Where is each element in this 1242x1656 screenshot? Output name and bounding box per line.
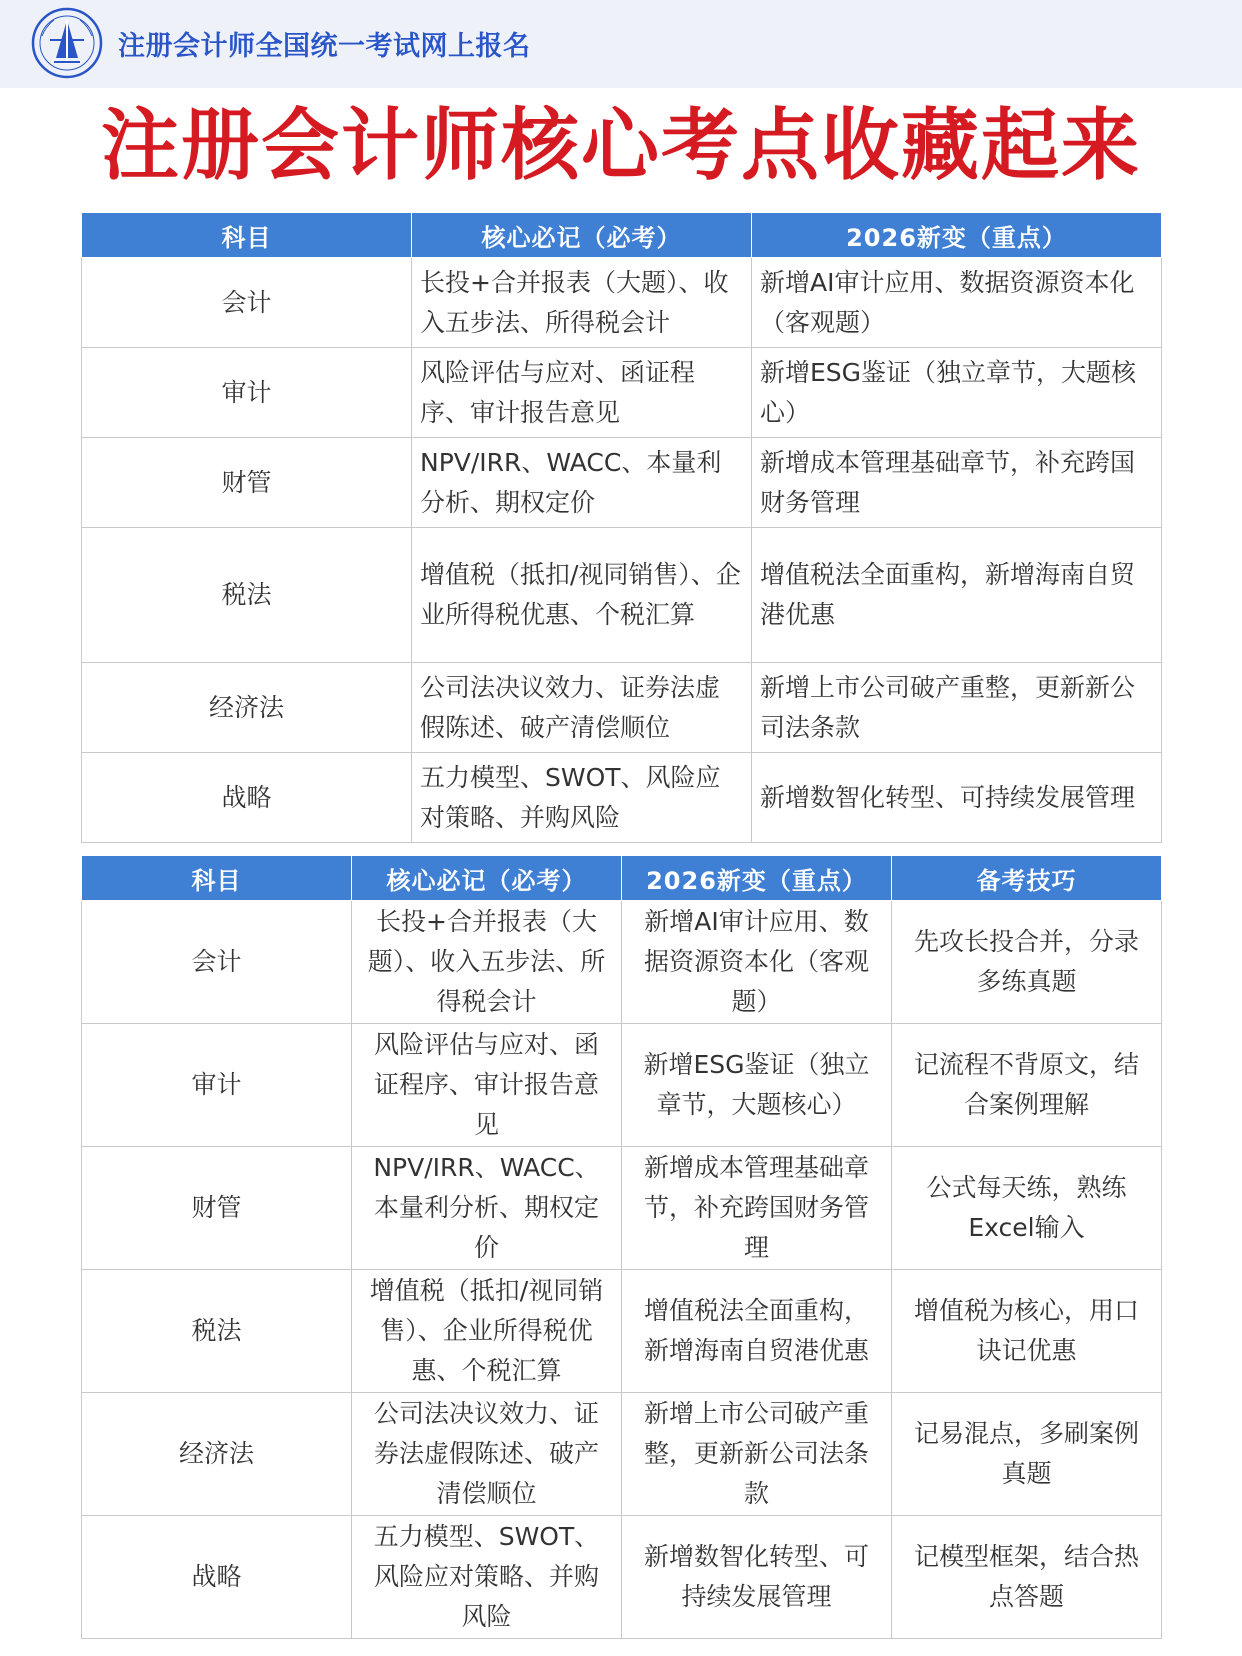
cell-tip: 增值税为核心，用口诀记优惠 — [892, 1270, 1162, 1393]
page-title: 注册会计师核心考点收藏起来 — [100, 101, 1141, 191]
cell-tip: 记流程不背原文，结合案例理解 — [892, 1024, 1162, 1147]
cell-subject: 税法 — [82, 528, 412, 663]
cell-change: 新增AI审计应用、数据资源资本化（客观题） — [752, 258, 1162, 348]
cell-core: 公司法决议效力、证券法虚假陈述、破产清偿顺位 — [412, 663, 752, 753]
table-row — [82, 901, 1162, 1024]
column-header-subject: 科目 — [82, 213, 412, 258]
cell-subject: 战略 — [82, 753, 412, 843]
cell-tip: 公式每天练，熟练Excel输入 — [892, 1147, 1162, 1270]
cell-core: 增值税（抵扣/视同销售）、企业所得税优惠、个税汇算 — [352, 1270, 622, 1393]
table-row — [82, 663, 1162, 753]
cell-change: 增值税法全面重构，新增海南自贸港优惠 — [752, 528, 1162, 663]
column-header-change: 2026新变（重点） — [622, 856, 892, 901]
table-row — [82, 1270, 1162, 1393]
cell-subject: 财管 — [82, 438, 412, 528]
cell-change: 新增ESG鉴证（独立章节，大题核心） — [752, 348, 1162, 438]
table-row — [82, 438, 1162, 528]
cell-change: 新增成本管理基础章节，补充跨国财务管理 — [622, 1147, 892, 1270]
cell-core: 风险评估与应对、函证程序、审计报告意见 — [352, 1024, 622, 1147]
cell-tip: 记易混点，多刷案例真题 — [892, 1393, 1162, 1516]
cell-core: NPV/IRR、WACC、本量利分析、期权定价 — [352, 1147, 622, 1270]
cell-subject: 战略 — [82, 1516, 352, 1639]
table-row — [82, 1516, 1162, 1639]
cell-change: 新增成本管理基础章节，补充跨国财务管理 — [752, 438, 1162, 528]
cell-subject: 税法 — [82, 1270, 352, 1393]
cell-change: 新增ESG鉴证（独立章节，大题核心） — [622, 1024, 892, 1147]
cell-change: 新增上市公司破产重整，更新新公司法条款 — [622, 1393, 892, 1516]
cell-subject: 审计 — [82, 348, 412, 438]
column-header-change: 2026新变（重点） — [752, 213, 1162, 258]
cell-core: 长投+合并报表（大题）、收入五步法、所得税会计 — [352, 901, 622, 1024]
cell-change: 新增数智化转型、可持续发展管理 — [752, 753, 1162, 843]
cicpa-logo — [28, 6, 106, 80]
header-bar — [0, 0, 1242, 88]
table-row — [82, 258, 1162, 348]
cell-core: 五力模型、SWOT、风险应对策略、并购风险 — [412, 753, 752, 843]
table-row — [82, 528, 1162, 663]
table-row — [82, 1393, 1162, 1516]
table-row — [82, 753, 1162, 843]
cell-subject: 会计 — [82, 258, 412, 348]
cell-change: 新增上市公司破产重整，更新新公司法条款 — [752, 663, 1162, 753]
table-header-row — [82, 213, 1162, 258]
column-header-tips: 备考技巧 — [892, 856, 1162, 901]
cell-core: 长投+合并报表（大题）、收入五步法、所得税会计 — [412, 258, 752, 348]
cell-subject: 财管 — [82, 1147, 352, 1270]
cell-core: 五力模型、SWOT、风险应对策略、并购风险 — [352, 1516, 622, 1639]
cell-subject: 会计 — [82, 901, 352, 1024]
cell-tip: 先攻长投合并，分录多练真题 — [892, 901, 1162, 1024]
column-header-core: 核心必记（必考） — [352, 856, 622, 901]
header-title: 注册会计师全国统一考试网上报名 — [118, 31, 531, 62]
cell-subject: 经济法 — [82, 663, 412, 753]
table-row — [82, 1024, 1162, 1147]
cell-subject: 审计 — [82, 1024, 352, 1147]
column-header-subject: 科目 — [82, 856, 352, 901]
study-tips-table — [81, 855, 1162, 1639]
cell-core: NPV/IRR、WACC、本量利分析、期权定价 — [412, 438, 752, 528]
cell-core: 风险评估与应对、函证程序、审计报告意见 — [412, 348, 752, 438]
table-header-row — [82, 856, 1162, 901]
cell-subject: 经济法 — [82, 1393, 352, 1516]
cell-core: 增值税（抵扣/视同销售）、企业所得税优惠、个税汇算 — [412, 528, 752, 663]
cell-tip: 记模型框架，结合热点答题 — [892, 1516, 1162, 1639]
core-points-table — [81, 212, 1162, 843]
table-row — [82, 1147, 1162, 1270]
cell-change: 增值税法全面重构，新增海南自贸港优惠 — [622, 1270, 892, 1393]
cell-core: 公司法决议效力、证券法虚假陈述、破产清偿顺位 — [352, 1393, 622, 1516]
cell-change: 新增AI审计应用、数据资源资本化（客观题） — [622, 901, 892, 1024]
cell-change: 新增数智化转型、可持续发展管理 — [622, 1516, 892, 1639]
column-header-core: 核心必记（必考） — [412, 213, 752, 258]
table-row — [82, 348, 1162, 438]
